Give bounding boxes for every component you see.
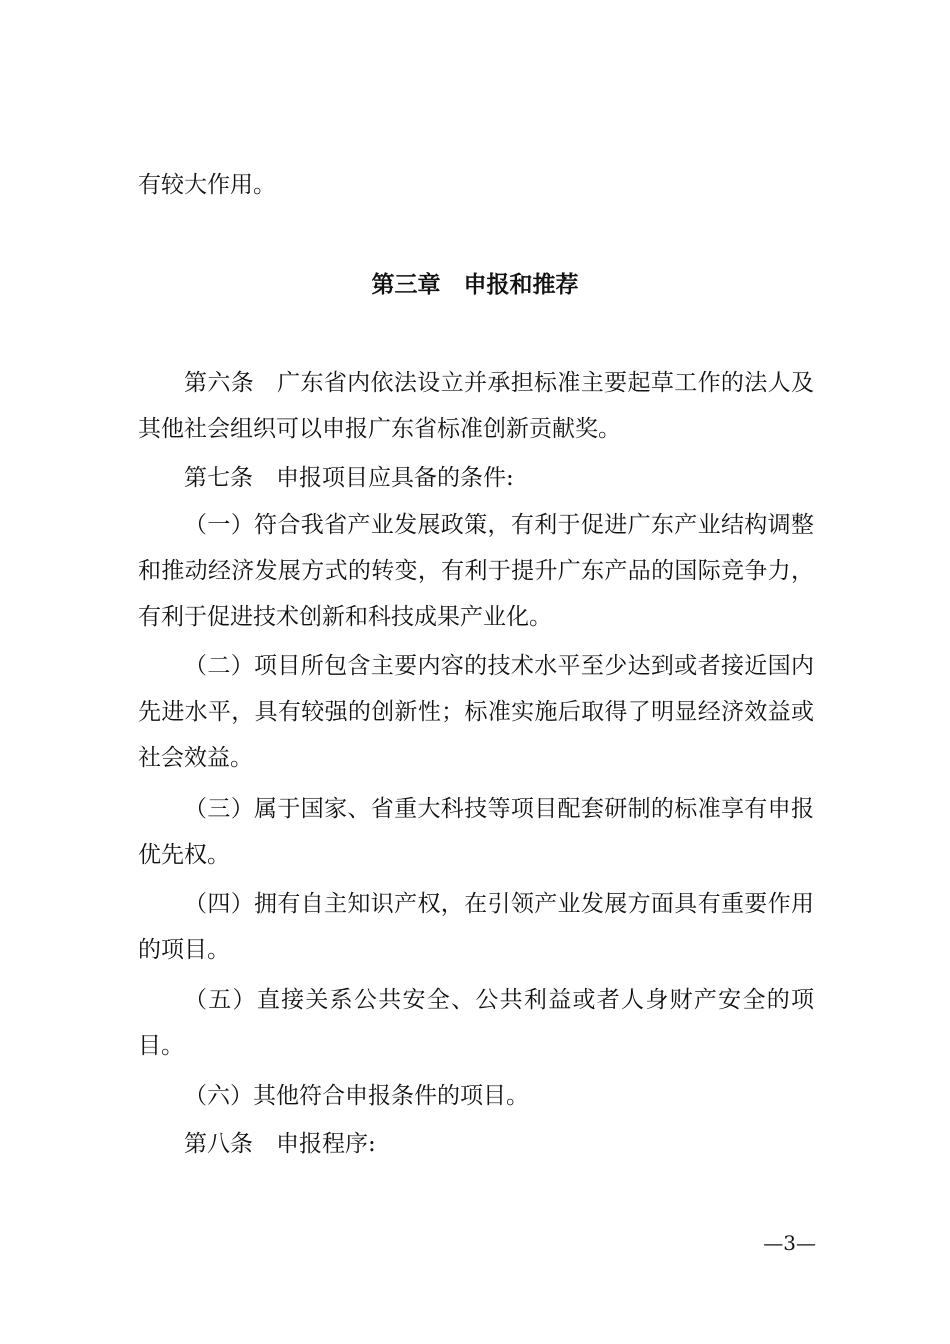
article-7-number: 第七条 bbox=[184, 465, 253, 491]
article-6-text: 广东省内依法设立并承担标准主要起草工作的法人及其他社会组织可以申报广东省标准创新贡献奖。 bbox=[138, 370, 815, 442]
article-7-item-6: （六）其他符合申报条件的项目。 bbox=[184, 1083, 529, 1109]
continuation-text: 有较大作用。 bbox=[138, 172, 276, 198]
article-7 bbox=[138, 455, 814, 501]
article-7-text: 申报项目应具备的条件: bbox=[276, 465, 514, 491]
article-8-text: 申报程序: bbox=[276, 1131, 376, 1157]
article-8-number: 第八条 bbox=[184, 1131, 253, 1157]
article-6 bbox=[138, 360, 814, 452]
article-6-number: 第六条 bbox=[184, 370, 255, 396]
article-7-item-5: （五）直接关系公共安全、公共利益或者人身财产安全的项目。 bbox=[138, 987, 814, 1059]
article-7-item-2: （二）项目所包含主要内容的技术水平至少达到或者接近国内先进水平，具有较强的创新性；标准实施后取得了明显经济效益或社会效益。 bbox=[138, 653, 814, 771]
article-8 bbox=[138, 1121, 814, 1167]
article-7-item-4: （四）拥有自主知识产权，在引领产业发展方面具有重要作用的项目。 bbox=[138, 891, 814, 963]
article-7-item-1: （一）符合我省产业发展政策，有利于促进广东产业结构调整和推动经济发展方式的转变，有利于提升广东产品的国际竞争力，有利于促进技术创新和科技成果产业化。 bbox=[138, 512, 814, 630]
article-7-item-3: （三）属于国家、省重大科技等项目配套研制的标准享有申报优先权。 bbox=[138, 796, 814, 868]
page-number: —3— bbox=[763, 1231, 816, 1255]
chapter-heading: 第三章 申报和推荐 bbox=[371, 272, 579, 298]
